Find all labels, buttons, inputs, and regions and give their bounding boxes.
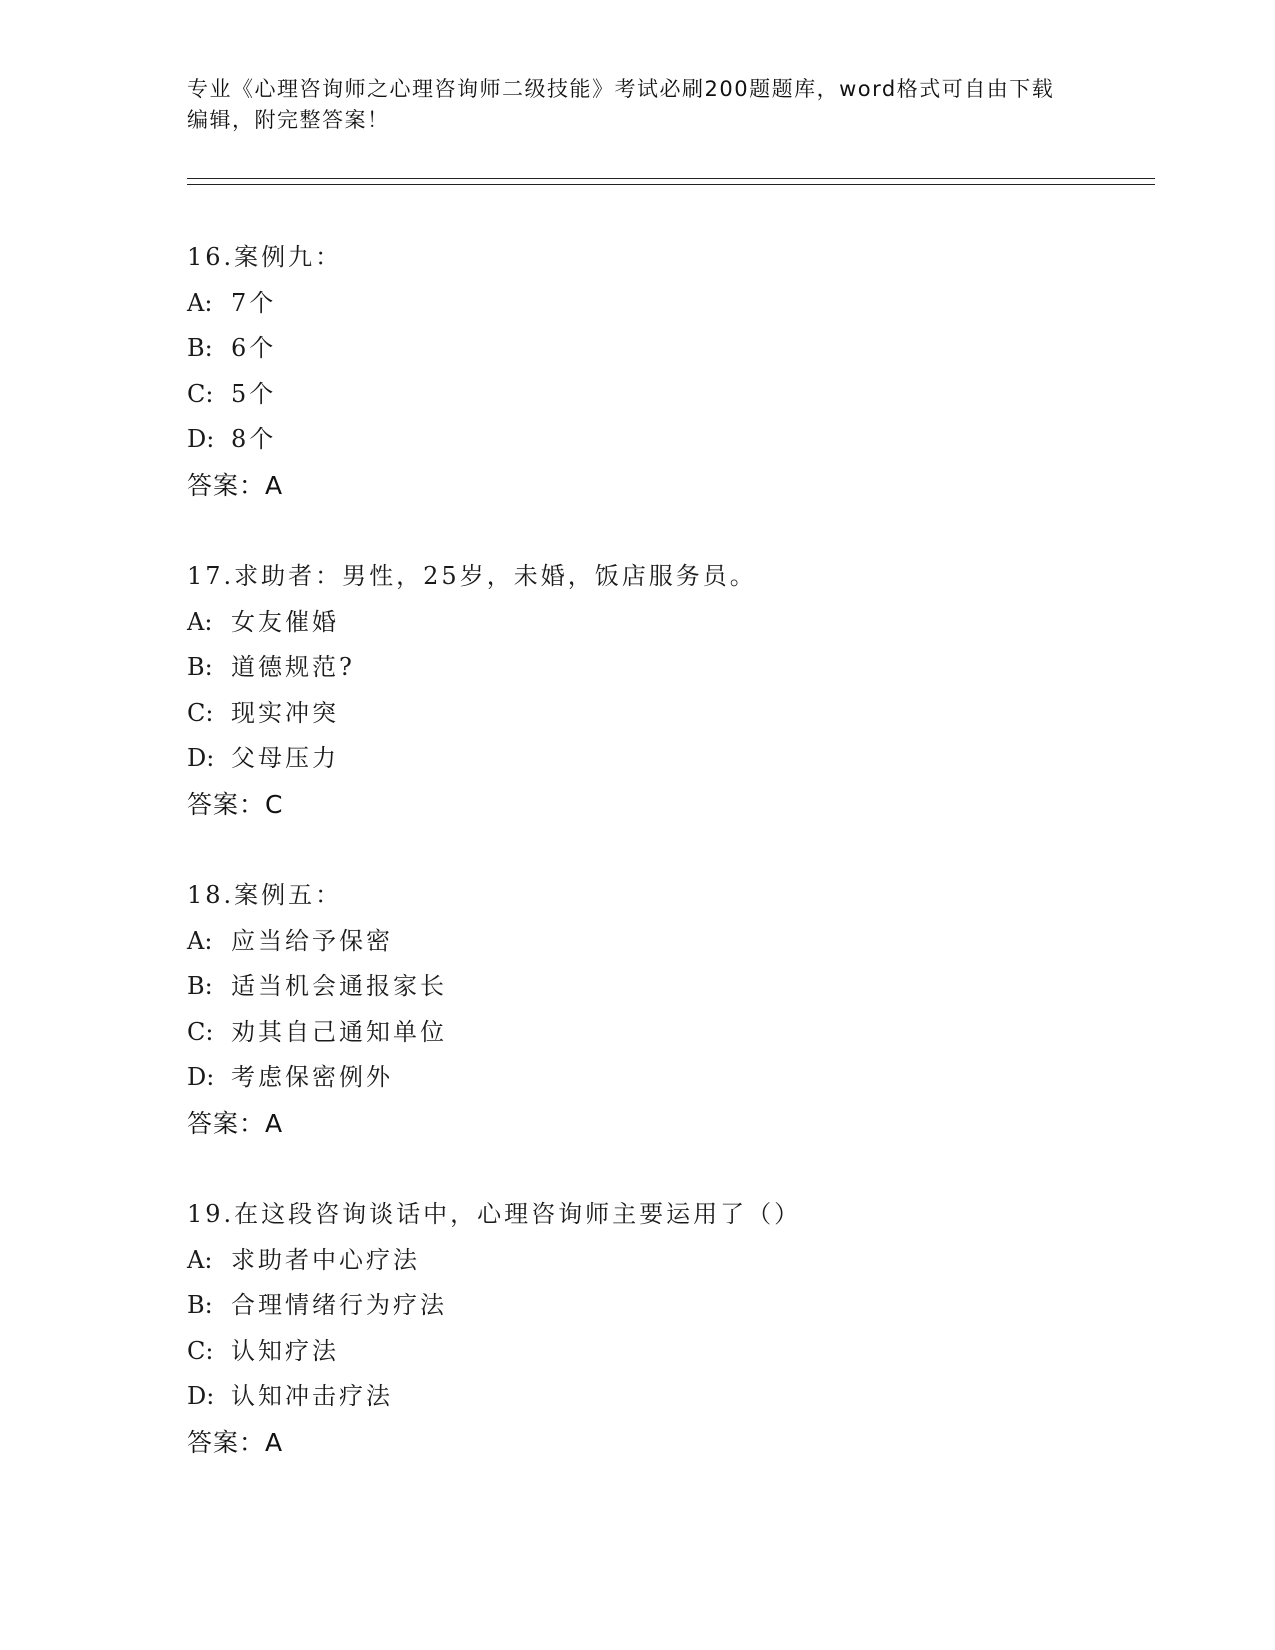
option-letter: B: [187, 334, 213, 362]
question-stem: 16.案例九： [187, 243, 343, 271]
option-text: 认知疗法 [231, 1336, 339, 1365]
option-letter: B: [187, 972, 213, 1000]
question-18 [187, 873, 1155, 1146]
option-text: 8个 [231, 425, 277, 453]
option-text: 合理情绪行为疗法 [231, 1291, 447, 1319]
header-divider-top [187, 178, 1155, 179]
option-letter: C: [187, 1336, 214, 1365]
option-d [187, 417, 1155, 463]
option-text: 女友催婚 [231, 607, 339, 636]
answer-key: 答案：A [187, 1427, 284, 1457]
option-text: 考虑保密例外 [231, 1063, 393, 1091]
option-b [187, 326, 1155, 372]
option-a [187, 600, 1155, 646]
option-c [187, 372, 1155, 418]
option-b [187, 1283, 1155, 1329]
option-letter: A: [187, 926, 213, 955]
question-stem: 17.求助者：男性，25岁，未婚，饭店服务员。 [187, 562, 757, 590]
option-letter: A: [187, 607, 213, 636]
option-letter: C: [187, 379, 214, 408]
option-letter: A: [187, 1245, 213, 1274]
question-17 [187, 554, 1155, 827]
question-16 [187, 235, 1155, 508]
option-text: 5个 [231, 379, 277, 408]
option-letter: A: [187, 288, 213, 317]
option-letter: C: [187, 1017, 214, 1046]
option-d [187, 736, 1155, 782]
answer-key: 答案：C [187, 789, 284, 819]
option-letter: D: [187, 425, 215, 453]
question-list [187, 235, 1155, 1511]
option-text: 7个 [231, 288, 277, 317]
question-19 [187, 1192, 1155, 1465]
option-c [187, 1010, 1155, 1056]
option-text: 6个 [231, 334, 277, 362]
answer-key: 答案：A [187, 1108, 284, 1138]
option-b [187, 964, 1155, 1010]
option-letter: D: [187, 1382, 215, 1410]
option-d [187, 1374, 1155, 1420]
question-stem: 18.案例五： [187, 881, 343, 909]
option-d [187, 1055, 1155, 1101]
option-text: 劝其自己通知单位 [231, 1017, 447, 1046]
option-letter: D: [187, 744, 215, 772]
option-text: 认知冲击疗法 [231, 1382, 393, 1410]
option-letter: D: [187, 1063, 215, 1091]
option-b [187, 645, 1155, 691]
option-text: 父母压力 [231, 744, 339, 772]
option-a [187, 919, 1155, 965]
option-c [187, 1329, 1155, 1375]
option-text: 道德规范? [231, 653, 355, 681]
option-a [187, 281, 1155, 327]
answer-key: 答案：A [187, 470, 284, 500]
option-letter: B: [187, 1291, 213, 1319]
option-text: 求助者中心疗法 [231, 1245, 420, 1274]
question-stem: 19.在这段咨询谈话中，心理咨询师主要运用了（） [187, 1200, 802, 1228]
option-c [187, 691, 1155, 737]
option-letter: B: [187, 653, 213, 681]
option-letter: C: [187, 698, 214, 727]
option-a [187, 1238, 1155, 1284]
header-divider-bottom [187, 184, 1155, 185]
document-header: 专业《心理咨询师之心理咨询师二级技能》考试必刷200题题库，word格式可自由下载编辑，附完整答案！ [187, 77, 1055, 132]
option-text: 适当机会通报家长 [231, 972, 447, 1000]
option-text: 现实冲突 [231, 698, 339, 727]
option-text: 应当给予保密 [231, 926, 393, 955]
